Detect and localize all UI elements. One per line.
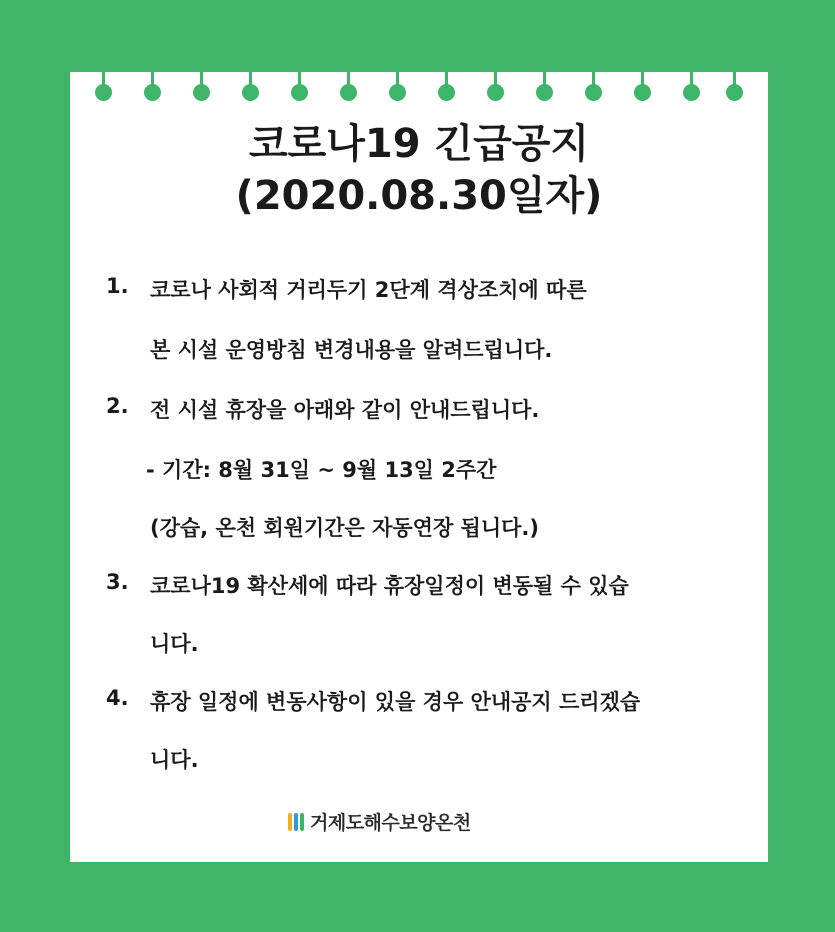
brand-logo xyxy=(288,808,471,835)
logo-text: 거제도해수보양온천 xyxy=(310,812,471,834)
notice-card xyxy=(70,72,768,862)
binder-hole xyxy=(389,84,406,101)
list-item-number: 2. xyxy=(106,394,129,418)
list-item-number: 4. xyxy=(106,686,129,710)
page-title xyxy=(70,118,768,222)
binder-hole xyxy=(438,84,455,101)
title-line-2: (2020.08.30일자) xyxy=(235,173,603,219)
list-item-text: 코로나19 확산세에 따라 휴장일정이 변동될 수 있습 xyxy=(150,574,629,598)
binder-hole xyxy=(683,84,700,101)
list-item-number: 3. xyxy=(106,570,129,594)
list-item-number: 1. xyxy=(106,274,129,298)
binder-hole xyxy=(634,84,651,101)
list-item-text: - 기간: 8월 31일 ~ 9월 13일 2주간 xyxy=(146,458,497,482)
binder-hole xyxy=(536,84,553,101)
binder-hole xyxy=(144,84,161,101)
binder-hole xyxy=(726,84,743,101)
logo-icon xyxy=(288,813,304,831)
title-line-1: 코로나19 긴급공지 xyxy=(248,121,590,167)
binder-hole xyxy=(340,84,357,101)
binder-holes xyxy=(70,84,768,104)
binder-hole xyxy=(242,84,259,101)
binder-hole xyxy=(291,84,308,101)
binder-hole xyxy=(585,84,602,101)
binder-hole xyxy=(487,84,504,101)
list-item-text: 니다. xyxy=(150,632,199,656)
list-item-text: 휴장 일정에 변동사항이 있을 경우 안내공지 드리겠습 xyxy=(150,690,641,714)
list-item-text: (강습, 온천 회원기간은 자동연장 됩니다.) xyxy=(150,516,539,540)
list-item-text: 전 시설 휴장을 아래와 같이 안내드립니다. xyxy=(150,398,540,422)
list-item-text: 코로나 사회적 거리두기 2단계 격상조치에 따른 xyxy=(150,278,587,302)
list-item-text: 니다. xyxy=(150,748,199,772)
binder-hole xyxy=(193,84,210,101)
list-item-text: 본 시설 운영방침 변경내용을 알려드립니다. xyxy=(150,338,553,362)
binder-hole xyxy=(95,84,112,101)
